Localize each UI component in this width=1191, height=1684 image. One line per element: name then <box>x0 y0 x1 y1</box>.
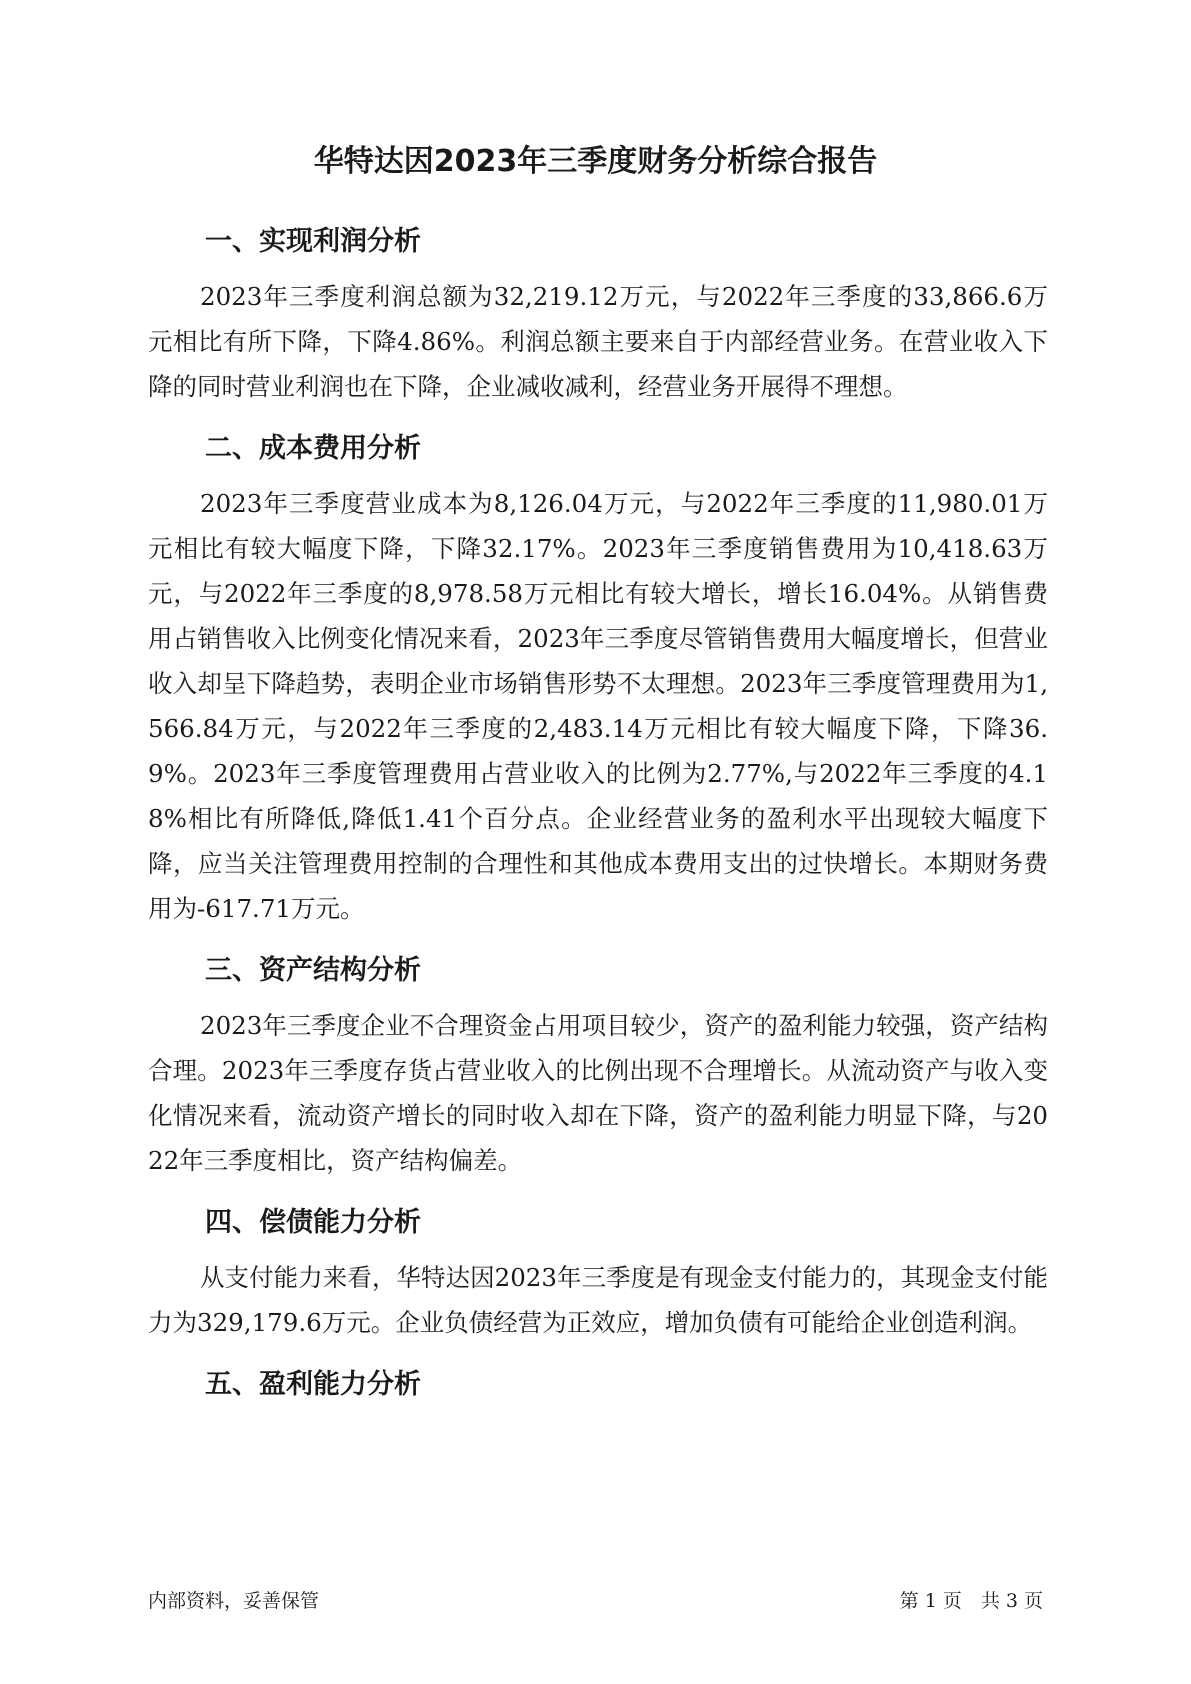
section-heading: 四、偿债能力分析 <box>205 1207 421 1238</box>
section-heading: 五、盈利能力分析 <box>205 1369 421 1400</box>
section-paragraph: 2023年三季度利润总额为32,219.12万元，与2022年三季度的33,866.6万元相比有所下降，下降4.86%。利润总额主要来自于内部经营业务。在营业收入下降的同时营业利润也在下降，企业减收减利，经营业务开展得不理想。 <box>148 282 1048 401</box>
section-paragraph: 2023年三季度营业成本为8,126.04万元，与2022年三季度的11,980.01万元相比有较大幅度下降，下降32.17%。2023年三季度销售费用为10,418.63万元，与2022年三季度的8,978.58万元相比有较大增长，增长16.04%。从销售费用占销售收入比例变化情况来看，2023年三季度尽管销售费用大幅度增长，但营业收入却呈下降趋势，表明企业市场销售形势不太理想。2023年三季度管理费用为1,566.84万元，与2022年三季度的2,483.14万元相比有较大幅度下降，下降36.9%。2023年三季度管理费用占营业收入的比例为2.77%,与2022年三季度的4.18%相比有所降低,降低1.41个百分点。企业经营业务的盈利水平出现较大幅度下降，应当关注管理费用控制的合理性和其他成本费用支出的过快增长。本期财务费用为-617.71万元。 <box>148 489 1048 923</box>
section-cost <box>148 429 1048 931</box>
section-heading: 二、成本费用分析 <box>205 433 421 464</box>
section-paragraph: 从支付能力来看，华特达因2023年三季度是有现金支付能力的，其现金支付能力为329,179.6万元。企业负债经营为正效应，增加负债有可能给企业创造利润。 <box>148 1263 1048 1337</box>
section-solvency <box>148 1203 1048 1345</box>
document-title: 华特达因2023年三季度财务分析综合报告 <box>313 144 878 179</box>
document-body <box>148 222 1048 1417</box>
footer-confidential-note: 内部资料，妥善保管 <box>148 1590 320 1612</box>
section-heading: 三、资产结构分析 <box>205 955 421 986</box>
section-heading: 一、实现利润分析 <box>205 226 421 257</box>
footer-page-number: 第 1 页 共 3 页 <box>899 1590 1043 1612</box>
section-profit <box>148 222 1048 409</box>
section-profitability <box>148 1365 1048 1405</box>
section-paragraph: 2023年三季度企业不合理资金占用项目较少，资产的盈利能力较强，资产结构合理。2023年三季度存货占营业收入的比例出现不合理增长。从流动资产与收入变化情况来看，流动资产增长的同时收入却在下降，资产的盈利能力明显下降，与2022年三季度相比，资产结构偏差。 <box>148 1011 1048 1175</box>
section-assets <box>148 951 1048 1183</box>
